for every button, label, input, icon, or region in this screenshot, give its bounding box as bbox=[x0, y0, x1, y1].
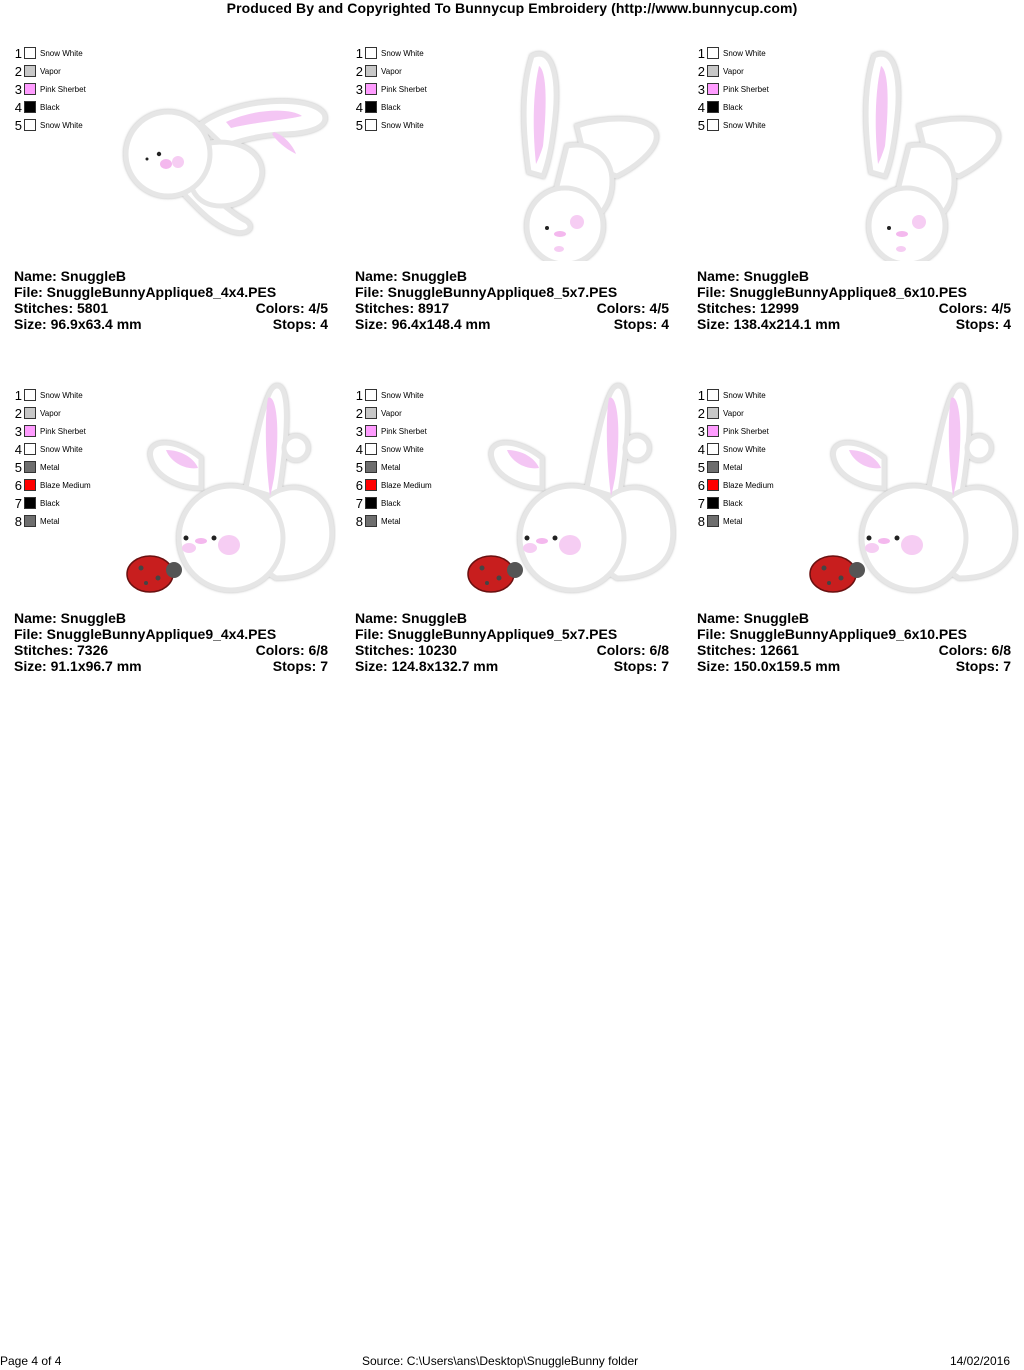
color-swatch bbox=[24, 425, 36, 437]
color-number: 4 bbox=[14, 442, 22, 457]
color-swatch bbox=[365, 389, 377, 401]
stitch-count: Stitches: 8917 bbox=[355, 300, 450, 316]
design-card bbox=[689, 362, 1009, 692]
color-number: 2 bbox=[14, 64, 22, 79]
color-number: 5 bbox=[355, 460, 363, 475]
color-swatch bbox=[707, 407, 719, 419]
stitch-count: Stitches: 7326 bbox=[14, 642, 109, 658]
bunny-flying-illustration bbox=[106, 36, 336, 261]
ladybug-icon bbox=[810, 556, 865, 592]
color-name: Snow White bbox=[723, 391, 766, 400]
info-line bbox=[355, 642, 669, 658]
color-name: Black bbox=[381, 499, 401, 508]
color-name: Blaze Medium bbox=[723, 481, 774, 490]
info-line bbox=[697, 284, 1011, 300]
color-name: Snow White bbox=[381, 391, 424, 400]
color-number: 3 bbox=[355, 82, 363, 97]
color-name: Vapor bbox=[40, 67, 61, 76]
color-swatch bbox=[24, 83, 36, 95]
color-count: Colors: 6/8 bbox=[596, 642, 669, 658]
color-number: 4 bbox=[697, 100, 705, 115]
color-swatch bbox=[24, 497, 36, 509]
color-swatch bbox=[365, 101, 377, 113]
color-number: 1 bbox=[697, 388, 705, 403]
color-name: Metal bbox=[723, 517, 743, 526]
bunny-ladybug-illustration bbox=[106, 378, 336, 603]
color-number: 4 bbox=[355, 442, 363, 457]
color-name: Snow White bbox=[381, 445, 424, 454]
color-number: 3 bbox=[14, 82, 22, 97]
info-line bbox=[697, 610, 1011, 626]
design-size: Size: 138.4x214.1 mm bbox=[697, 316, 841, 332]
color-number: 6 bbox=[355, 478, 363, 493]
color-number: 8 bbox=[697, 514, 705, 529]
color-number: 1 bbox=[355, 46, 363, 61]
color-count: Colors: 6/8 bbox=[938, 642, 1011, 658]
color-count: Colors: 4/5 bbox=[938, 300, 1011, 316]
color-swatch bbox=[24, 119, 36, 131]
color-swatch bbox=[365, 47, 377, 59]
design-card bbox=[347, 362, 667, 692]
color-name: Vapor bbox=[381, 67, 402, 76]
color-swatch bbox=[707, 515, 719, 527]
design-file: File: SnuggleBunnyApplique9_5x7.PES bbox=[355, 626, 618, 642]
info-line bbox=[355, 626, 669, 642]
info-line bbox=[14, 610, 328, 626]
info-line bbox=[355, 284, 669, 300]
design-card bbox=[6, 20, 326, 350]
color-swatch bbox=[24, 515, 36, 527]
color-name: Snow White bbox=[381, 121, 424, 130]
stop-count: Stops: 7 bbox=[955, 658, 1011, 674]
info-line bbox=[697, 300, 1011, 316]
color-name: Blaze Medium bbox=[40, 481, 91, 490]
info-line bbox=[697, 268, 1011, 284]
color-number: 3 bbox=[697, 424, 705, 439]
color-number: 5 bbox=[14, 118, 22, 133]
color-swatch bbox=[365, 425, 377, 437]
color-name: Vapor bbox=[381, 409, 402, 418]
color-number: 3 bbox=[355, 424, 363, 439]
color-swatch bbox=[365, 461, 377, 473]
info-line bbox=[697, 642, 1011, 658]
color-name: Metal bbox=[723, 463, 743, 472]
color-name: Snow White bbox=[40, 49, 83, 58]
color-name: Black bbox=[381, 103, 401, 112]
color-name: Snow White bbox=[40, 445, 83, 454]
page-number: Page 4 of 4 bbox=[0, 1354, 62, 1368]
stitch-count: Stitches: 5801 bbox=[14, 300, 109, 316]
color-swatch bbox=[707, 119, 719, 131]
info-line bbox=[697, 316, 1011, 332]
bunny-diving-illustration bbox=[447, 36, 677, 261]
info-line bbox=[14, 316, 328, 332]
color-name: Pink Sherbet bbox=[723, 427, 769, 436]
design-file: File: SnuggleBunnyApplique9_6x10.PES bbox=[697, 626, 967, 642]
color-swatch bbox=[24, 407, 36, 419]
stop-count: Stops: 4 bbox=[955, 316, 1011, 332]
color-name: Snow White bbox=[40, 391, 83, 400]
color-swatch bbox=[365, 83, 377, 95]
design-name: Name: SnuggleB bbox=[697, 268, 810, 284]
design-size: Size: 150.0x159.5 mm bbox=[697, 658, 841, 674]
design-name: Name: SnuggleB bbox=[355, 268, 468, 284]
print-date: 14/02/2016 bbox=[949, 1354, 1010, 1368]
stop-count: Stops: 7 bbox=[613, 658, 669, 674]
color-name: Snow White bbox=[723, 49, 766, 58]
color-number: 1 bbox=[697, 46, 705, 61]
color-name: Vapor bbox=[40, 409, 61, 418]
stitch-count: Stitches: 12999 bbox=[697, 300, 799, 316]
info-line bbox=[355, 268, 669, 284]
color-name: Metal bbox=[381, 517, 401, 526]
color-swatch bbox=[24, 101, 36, 113]
color-swatch bbox=[707, 425, 719, 437]
color-number: 5 bbox=[697, 460, 705, 475]
color-swatch bbox=[24, 443, 36, 455]
info-line bbox=[355, 658, 669, 674]
stitch-count: Stitches: 12661 bbox=[697, 642, 799, 658]
color-number: 7 bbox=[14, 496, 22, 511]
design-size: Size: 91.1x96.7 mm bbox=[14, 658, 142, 674]
color-number: 2 bbox=[697, 406, 705, 421]
design-info bbox=[355, 268, 669, 332]
color-name: Black bbox=[40, 499, 60, 508]
color-number: 4 bbox=[697, 442, 705, 457]
color-name: Metal bbox=[40, 517, 60, 526]
bunny-ladybug-illustration bbox=[789, 378, 1019, 603]
ladybug-icon bbox=[127, 556, 182, 592]
color-swatch bbox=[707, 65, 719, 77]
color-name: Metal bbox=[381, 463, 401, 472]
design-name: Name: SnuggleB bbox=[697, 610, 810, 626]
color-number: 5 bbox=[14, 460, 22, 475]
color-name: Snow White bbox=[723, 121, 766, 130]
info-line bbox=[697, 658, 1011, 674]
design-file: File: SnuggleBunnyApplique9_4x4.PES bbox=[14, 626, 277, 642]
info-line bbox=[14, 268, 328, 284]
design-size: Size: 96.9x63.4 mm bbox=[14, 316, 142, 332]
stop-count: Stops: 4 bbox=[272, 316, 328, 332]
color-swatch bbox=[365, 443, 377, 455]
bunny-diving-illustration bbox=[789, 36, 1019, 261]
color-swatch bbox=[365, 515, 377, 527]
color-number: 4 bbox=[355, 100, 363, 115]
color-number: 2 bbox=[697, 64, 705, 79]
color-number: 8 bbox=[355, 514, 363, 529]
color-count: Colors: 4/5 bbox=[596, 300, 669, 316]
color-name: Blaze Medium bbox=[381, 481, 432, 490]
color-swatch bbox=[707, 479, 719, 491]
color-name: Black bbox=[723, 499, 743, 508]
color-name: Black bbox=[40, 103, 60, 112]
color-swatch bbox=[707, 497, 719, 509]
design-info bbox=[355, 610, 669, 674]
color-swatch bbox=[365, 407, 377, 419]
design-name: Name: SnuggleB bbox=[14, 268, 127, 284]
info-line bbox=[355, 610, 669, 626]
color-swatch bbox=[707, 47, 719, 59]
design-info bbox=[14, 610, 328, 674]
color-count: Colors: 4/5 bbox=[255, 300, 328, 316]
info-line bbox=[697, 626, 1011, 642]
color-swatch bbox=[365, 65, 377, 77]
color-swatch bbox=[707, 389, 719, 401]
color-name: Vapor bbox=[723, 409, 744, 418]
color-number: 7 bbox=[355, 496, 363, 511]
color-number: 4 bbox=[14, 100, 22, 115]
design-size: Size: 124.8x132.7 mm bbox=[355, 658, 499, 674]
color-swatch bbox=[365, 497, 377, 509]
info-line bbox=[14, 300, 328, 316]
design-info bbox=[14, 268, 328, 332]
color-swatch bbox=[24, 461, 36, 473]
color-number: 1 bbox=[14, 46, 22, 61]
color-count: Colors: 6/8 bbox=[255, 642, 328, 658]
stop-count: Stops: 4 bbox=[613, 316, 669, 332]
ladybug-icon bbox=[468, 556, 523, 592]
info-line bbox=[14, 626, 328, 642]
color-number: 8 bbox=[14, 514, 22, 529]
design-name: Name: SnuggleB bbox=[14, 610, 127, 626]
design-card bbox=[689, 20, 1009, 350]
color-swatch bbox=[365, 479, 377, 491]
color-name: Snow White bbox=[723, 445, 766, 454]
color-name: Pink Sherbet bbox=[381, 427, 427, 436]
color-number: 2 bbox=[355, 64, 363, 79]
color-number: 1 bbox=[14, 388, 22, 403]
color-swatch bbox=[707, 443, 719, 455]
bunny-ladybug-illustration bbox=[447, 378, 677, 603]
color-name: Black bbox=[723, 103, 743, 112]
color-number: 6 bbox=[14, 478, 22, 493]
color-name: Snow White bbox=[381, 49, 424, 58]
color-number: 7 bbox=[697, 496, 705, 511]
color-name: Pink Sherbet bbox=[40, 85, 86, 94]
color-number: 3 bbox=[14, 424, 22, 439]
source-path: Source: C:\Users\ans\Desktop\SnuggleBunny folder bbox=[362, 1354, 639, 1368]
design-file: File: SnuggleBunnyApplique8_4x4.PES bbox=[14, 284, 277, 300]
color-swatch bbox=[707, 83, 719, 95]
design-card bbox=[6, 362, 326, 692]
design-info bbox=[697, 610, 1011, 674]
color-name: Pink Sherbet bbox=[723, 85, 769, 94]
color-swatch bbox=[24, 389, 36, 401]
color-name: Pink Sherbet bbox=[40, 427, 86, 436]
color-name: Metal bbox=[40, 463, 60, 472]
stitch-count: Stitches: 10230 bbox=[355, 642, 457, 658]
info-line bbox=[14, 284, 328, 300]
color-number: 2 bbox=[355, 406, 363, 421]
color-swatch bbox=[707, 101, 719, 113]
design-info bbox=[697, 268, 1011, 332]
color-swatch bbox=[24, 479, 36, 491]
color-name: Pink Sherbet bbox=[381, 85, 427, 94]
info-line bbox=[355, 316, 669, 332]
color-name: Vapor bbox=[723, 67, 744, 76]
color-swatch bbox=[24, 65, 36, 77]
color-swatch bbox=[24, 47, 36, 59]
design-size: Size: 96.4x148.4 mm bbox=[355, 316, 491, 332]
color-swatch bbox=[365, 119, 377, 131]
design-name: Name: SnuggleB bbox=[355, 610, 468, 626]
page-header: Produced By and Copyrighted To Bunnycup Embroidery (http://www.bunnycup.com) bbox=[226, 0, 798, 16]
color-number: 2 bbox=[14, 406, 22, 421]
design-file: File: SnuggleBunnyApplique8_6x10.PES bbox=[697, 284, 967, 300]
color-number: 6 bbox=[697, 478, 705, 493]
info-line bbox=[355, 300, 669, 316]
color-number: 5 bbox=[355, 118, 363, 133]
color-name: Snow White bbox=[40, 121, 83, 130]
color-swatch bbox=[707, 461, 719, 473]
design-card bbox=[347, 20, 667, 350]
color-number: 5 bbox=[697, 118, 705, 133]
color-number: 3 bbox=[697, 82, 705, 97]
info-line bbox=[14, 642, 328, 658]
stop-count: Stops: 7 bbox=[272, 658, 328, 674]
color-number: 1 bbox=[355, 388, 363, 403]
info-line bbox=[14, 658, 328, 674]
design-file: File: SnuggleBunnyApplique8_5x7.PES bbox=[355, 284, 618, 300]
